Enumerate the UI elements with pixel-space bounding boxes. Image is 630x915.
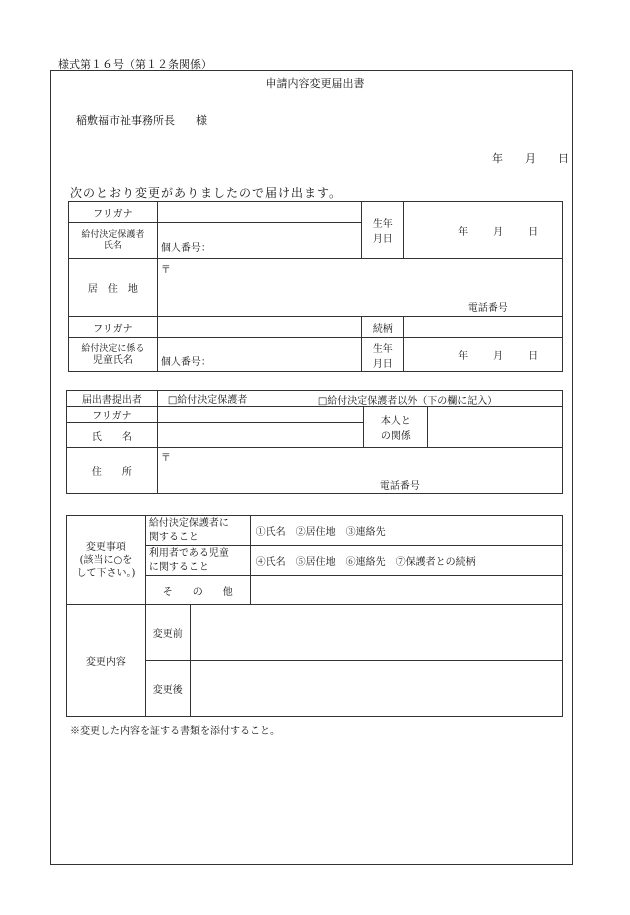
child-name-field[interactable]: 個人番号： (157, 338, 362, 372)
submitter-phone-label: 電話番号 (379, 481, 420, 492)
form-title: 申請内容変更届出書 (265, 77, 365, 90)
submitter-name-field[interactable] (157, 423, 364, 448)
guardian-birth-date[interactable]: 年 月 日 (404, 202, 563, 259)
after-field[interactable] (190, 661, 562, 717)
guardian-related-options[interactable]: ①氏名 ②居住地 ③連絡先 (250, 516, 562, 546)
honorific: 様 (196, 114, 207, 127)
child-furigana-field[interactable] (157, 317, 362, 338)
other-label: そ の 他 (145, 576, 250, 605)
child-birth-label: 生年 月日 (362, 338, 404, 372)
submitter-options (157, 391, 562, 407)
postal-mark: 〒 (160, 265, 171, 276)
option-other-checkbox[interactable]: □給付決定保護者以外（下の欄に記入） (317, 396, 498, 407)
guardian-name-field[interactable]: 個人番号： (157, 223, 362, 259)
footnote: ※変更した内容を証する書類を添付すること。 (70, 726, 280, 737)
guardian-phone-label: 電話番号 (467, 303, 508, 314)
guardian-address-label: 居 住 地 (69, 259, 158, 317)
date-year: 年 (492, 152, 503, 165)
guardian-child-table (68, 201, 563, 372)
child-related-label: 利用者である児童 に関すること (145, 546, 250, 576)
form-number: 様式第１６号（第１２条関係） (58, 58, 212, 71)
child-relation-label: 続柄 (362, 317, 404, 338)
submitter-postal-mark: 〒 (160, 453, 171, 464)
before-field[interactable] (190, 605, 562, 661)
after-label: 変更後 (145, 661, 190, 717)
submitter-name-label: 氏 名 (67, 423, 158, 448)
submitter-relation-label: 本人と の関係 (364, 407, 428, 448)
child-furigana-label: フリガナ (69, 317, 158, 338)
changes-table (66, 515, 563, 717)
submitter-relation-field[interactable] (428, 407, 563, 448)
submitter-furigana-field[interactable] (157, 407, 364, 423)
child-related-options[interactable]: ④氏名 ⑤居住地 ⑥連絡先 ⑦保護者との続柄 (250, 546, 562, 576)
child-relation-field[interactable] (404, 317, 563, 338)
child-name-label: 給付決定に係る 児童氏名 (69, 338, 158, 372)
guardian-furigana-label: フリガナ (69, 202, 158, 223)
date-day: 日 (558, 152, 569, 165)
change-items-label: 変更事項 (該当に○を して下さい。) (67, 516, 146, 605)
option-guardian-checkbox[interactable]: □給付決定保護者 (167, 395, 248, 406)
child-birth-date[interactable]: 年 月 日 (404, 338, 563, 372)
submitter-address-label: 住 所 (67, 448, 158, 494)
before-label: 変更前 (145, 605, 190, 661)
guardian-related-label: 給付決定保護者に 関すること (145, 516, 250, 546)
intro-text: 次のとおり変更がありましたので届け出ます。 (70, 186, 343, 200)
guardian-birth-label: 生年 月日 (362, 202, 404, 259)
guardian-address-field[interactable] (157, 259, 562, 317)
submitter-table (66, 390, 563, 494)
date-month: 月 (525, 152, 536, 165)
guardian-furigana-field[interactable] (157, 202, 362, 223)
submitter-address-field[interactable] (157, 448, 562, 494)
change-content-label: 変更内容 (67, 605, 146, 717)
other-field[interactable] (250, 576, 562, 605)
addressee: 稲敷福市祉事務所長 (76, 114, 175, 127)
guardian-name-label: 給付決定保護者 氏名 (69, 223, 158, 259)
submitter-furigana-label: フリガナ (67, 407, 158, 423)
submitter-label: 届出書提出者 (67, 391, 158, 407)
